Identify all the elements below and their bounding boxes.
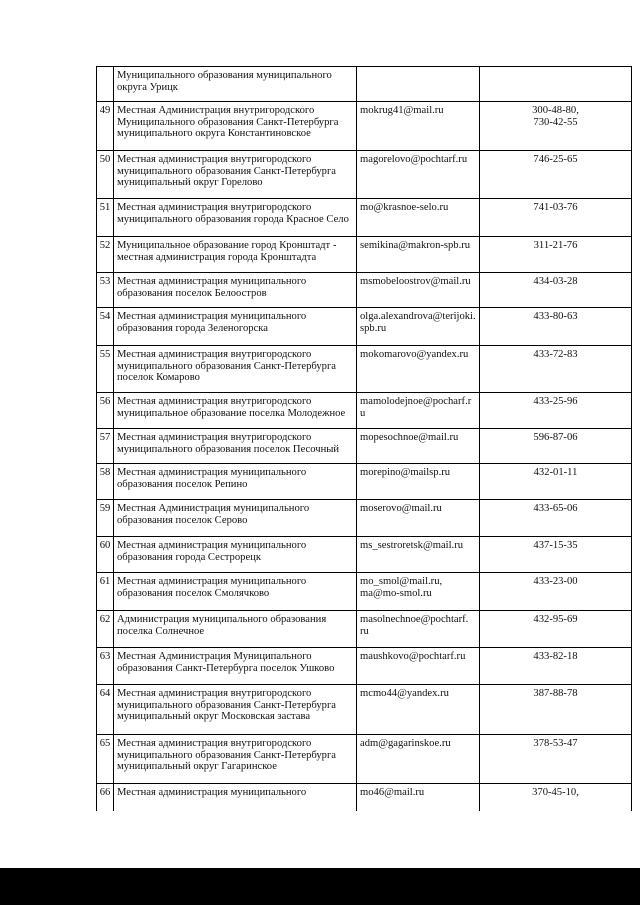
contacts-table (96, 66, 632, 811)
table-row (97, 151, 632, 199)
table-row (97, 500, 632, 537)
organization-name: Муниципальное образование город Кронштадт - местная администрация города Кронштадта (114, 237, 357, 273)
organization-name: Местная администрация внутригородского муниципального образования Санкт-Петербурга муниципальный округ Горелово (114, 151, 357, 199)
table-row (97, 273, 632, 308)
table-row (97, 537, 632, 573)
row-number (97, 67, 114, 102)
email-address: mokomarovo@yandex.ru (357, 346, 480, 393)
email-address: mokrug41@mail.ru (357, 102, 480, 151)
table-row (97, 199, 632, 237)
contacts-table-body (97, 67, 632, 811)
email-address: semikina@makron-spb.ru (357, 237, 480, 273)
row-number: 61 (97, 573, 114, 611)
row-number: 49 (97, 102, 114, 151)
row-number: 57 (97, 429, 114, 464)
table-row (97, 464, 632, 500)
email-address: moserovo@mail.ru (357, 500, 480, 537)
phone-number: 433-25-96 (480, 393, 632, 429)
email-address (357, 67, 480, 102)
email-address: adm@gagarinskoe.ru (357, 735, 480, 784)
phone-number (480, 67, 632, 102)
email-address: mo46@mail.ru (357, 784, 480, 811)
phone-number: 433-65-06 (480, 500, 632, 537)
phone-number: 434-03-28 (480, 273, 632, 308)
table-row (97, 237, 632, 273)
row-number: 66 (97, 784, 114, 811)
phone-number: 378-53-47 (480, 735, 632, 784)
scan-bottom-edge (0, 868, 640, 905)
row-number: 54 (97, 308, 114, 346)
row-number: 53 (97, 273, 114, 308)
phone-number: 432-01-11 (480, 464, 632, 500)
row-number: 60 (97, 537, 114, 573)
organization-name: Местная администрация внутригородского муниципальное образование поселка Молодежное (114, 393, 357, 429)
organization-name: Местная администрация муниципального (114, 784, 357, 811)
phone-number: 433-72-83 (480, 346, 632, 393)
row-number: 58 (97, 464, 114, 500)
phone-number: 596-87-06 (480, 429, 632, 464)
organization-name: Местная администрация муниципального образования города Зеленогорска (114, 308, 357, 346)
row-number: 62 (97, 611, 114, 648)
row-number: 52 (97, 237, 114, 273)
phone-number: 387-88-78 (480, 685, 632, 735)
table-row (97, 648, 632, 685)
email-address: mcmo44@yandex.ru (357, 685, 480, 735)
email-address: msmobeloostrov@mail.ru (357, 273, 480, 308)
email-address: maushkovo@pochtarf.ru (357, 648, 480, 685)
organization-name: Администрация муниципального образования поселка Солнечное (114, 611, 357, 648)
table-row (97, 573, 632, 611)
phone-number: 432-95-69 (480, 611, 632, 648)
row-number: 63 (97, 648, 114, 685)
email-address: mo@krasnoe-selo.ru (357, 199, 480, 237)
organization-name: Местная Администрация муниципального образования поселок Серово (114, 500, 357, 537)
organization-name: Местная Администрация внутригородского Муниципального образования Санкт-Петербурга муниципального округа Константиновское (114, 102, 357, 151)
table-row (97, 611, 632, 648)
phone-number: 437-15-35 (480, 537, 632, 573)
email-address: morepino@mailsp.ru (357, 464, 480, 500)
email-address: olga.alexandrova@terijoki. spb.ru (357, 308, 480, 346)
phone-number: 433-23-00 (480, 573, 632, 611)
phone-number: 370-45-10, (480, 784, 632, 811)
organization-name: Местная администрация муниципального образования поселок Белоостров (114, 273, 357, 308)
table-row (97, 685, 632, 735)
organization-name: Местная администрация внутригородского муниципального образования Санкт-Петербурга поселок Комарово (114, 346, 357, 393)
row-number: 55 (97, 346, 114, 393)
organization-name: Местная администрация внутригородского муниципального образования Санкт-Петербурга муниципальный округ Гагаринское (114, 735, 357, 784)
table-row (97, 735, 632, 784)
row-number: 64 (97, 685, 114, 735)
table-row (97, 393, 632, 429)
row-number: 59 (97, 500, 114, 537)
email-address: mamolodejnoe@pocharf.ru (357, 393, 480, 429)
organization-name: Местная администрация муниципального образования поселок Смолячково (114, 573, 357, 611)
phone-number: 433-82-18 (480, 648, 632, 685)
phone-number: 311-21-76 (480, 237, 632, 273)
organization-name: Местная администрация внутригородского муниципального образования Санкт-Петербурга муниципальный округ Московская застава (114, 685, 357, 735)
organization-name: Местная администрация внутригородского муниципального образования города Красное Село (114, 199, 357, 237)
email-address: mo_smol@mail.ru, ma@mo-smol.ru (357, 573, 480, 611)
phone-number: 741-03-76 (480, 199, 632, 237)
table-row (97, 102, 632, 151)
row-number: 51 (97, 199, 114, 237)
email-address: magorelovo@pochtarf.ru (357, 151, 480, 199)
phone-number: 746-25-65 (480, 151, 632, 199)
table-row (97, 784, 632, 811)
table-row (97, 429, 632, 464)
phone-number: 300-48-80, 730-42-55 (480, 102, 632, 151)
row-number: 56 (97, 393, 114, 429)
organization-name: Местная администрация внутригородского муниципального образования поселок Песочный (114, 429, 357, 464)
row-number: 65 (97, 735, 114, 784)
email-address: ms_sestroretsk@mail.ru (357, 537, 480, 573)
organization-name: Местная администрация муниципального образования поселок Репино (114, 464, 357, 500)
table-row (97, 67, 632, 102)
email-address: mopesochnoe@mail.ru (357, 429, 480, 464)
organization-name: Муниципального образования муниципального округа Урицк (114, 67, 357, 102)
table-row (97, 346, 632, 393)
row-number: 50 (97, 151, 114, 199)
organization-name: Местная администрация муниципального образования города Сестрорецк (114, 537, 357, 573)
email-address: masolnechnoe@pochtarf. ru (357, 611, 480, 648)
organization-name: Местная Администрация Муниципального образования Санкт-Петербурга поселок Ушково (114, 648, 357, 685)
table-row (97, 308, 632, 346)
phone-number: 433-80-63 (480, 308, 632, 346)
